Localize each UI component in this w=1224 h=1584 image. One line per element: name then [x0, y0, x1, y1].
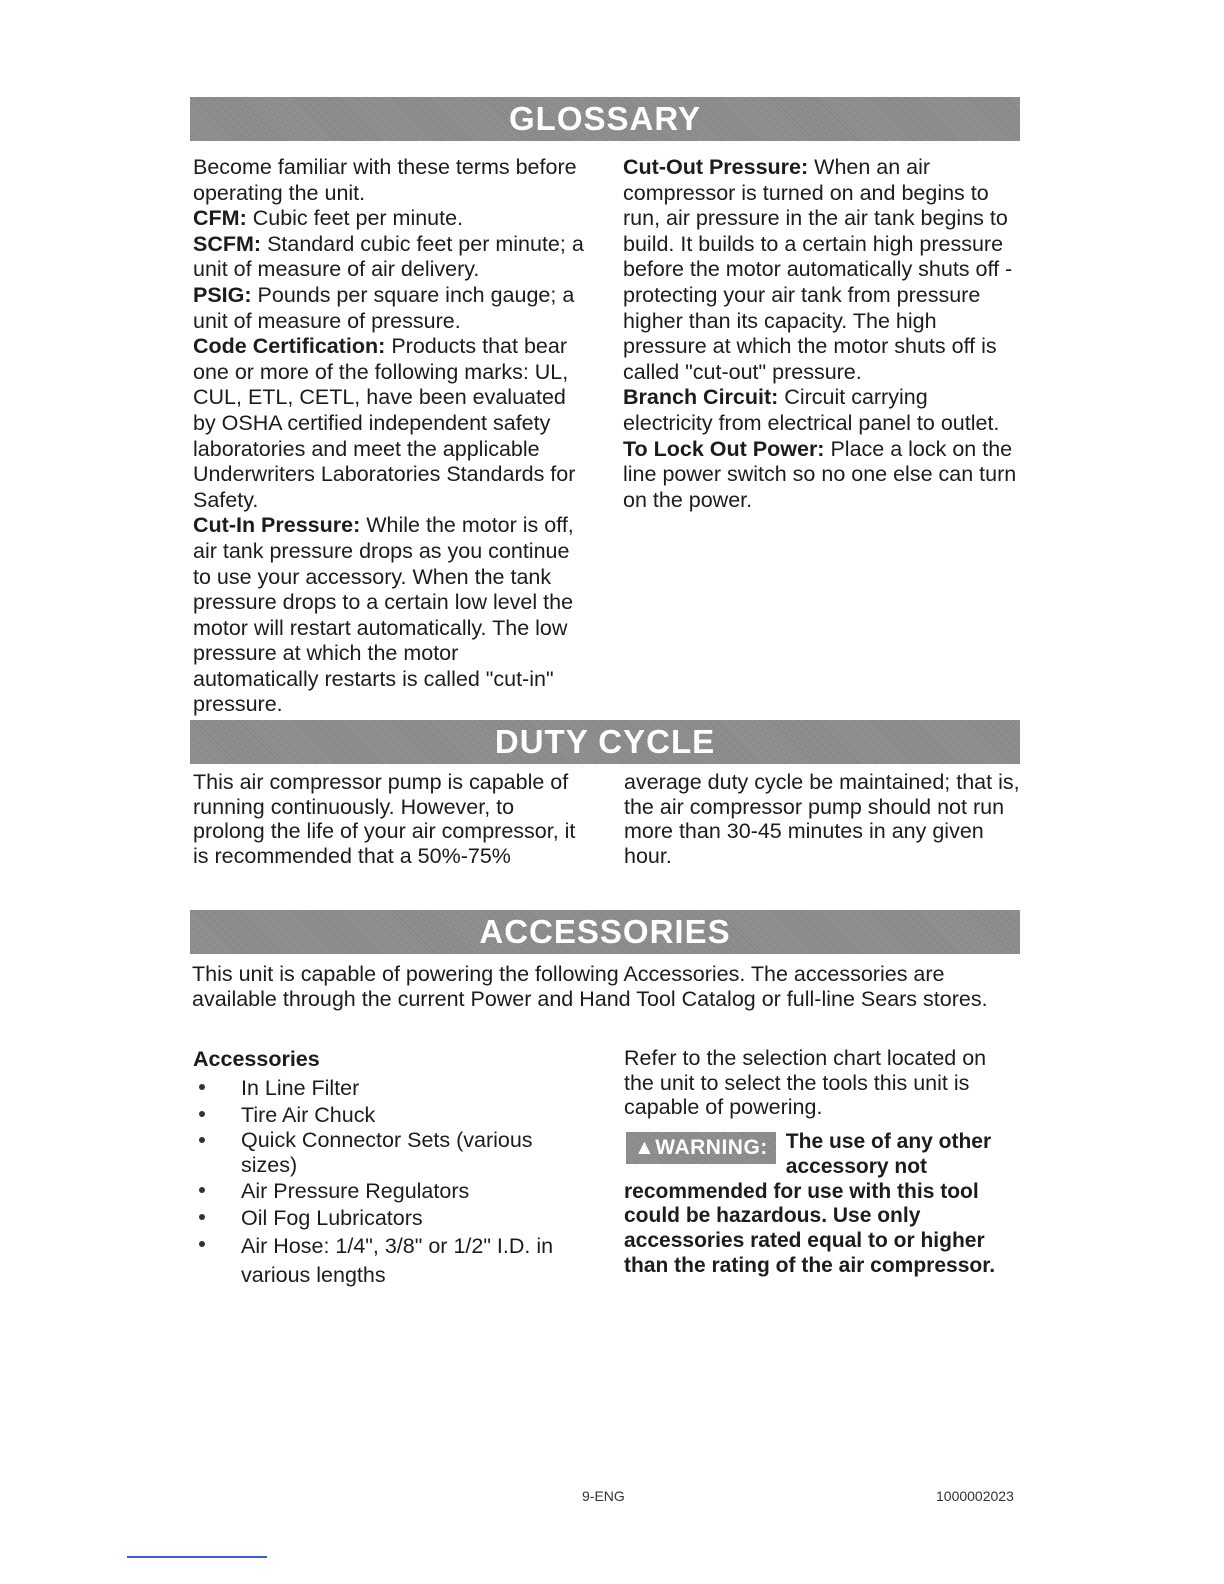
- bullet-icon: [199, 1214, 205, 1220]
- list-item: [193, 1128, 593, 1178]
- list-item: [193, 1178, 593, 1205]
- term-definition: Products that bear one or more of the following marks: UL, CUL, ETL, CETL, have been evaluated by OSHA certified independent safety laboratories and meet the applicable Underwriters Laboratories Standards for Safety.: [193, 334, 576, 512]
- bullet-icon: [199, 1241, 205, 1247]
- bullet-icon: [199, 1137, 205, 1143]
- term-definition: Place a lock on the line power switch so no one else can turn on the power.: [623, 436, 1017, 512]
- duty-cycle-text: [193, 770, 1021, 868]
- warning-triangle-icon: ▲: [634, 1136, 656, 1159]
- term-definition: Circuit carrying electricity from electrical panel to outlet.: [623, 385, 1000, 435]
- glossary-entry-branch-circuit: [623, 385, 1019, 436]
- duty-cycle-banner: [190, 720, 1020, 764]
- glossary-entry-cfm: [193, 206, 589, 232]
- term-definition: Cubic feet per minute.: [252, 206, 464, 231]
- term-label: To Lock Out Power:: [623, 436, 825, 461]
- list-item-label: In Line Filter: [241, 1075, 360, 1100]
- accessories-banner: [190, 910, 1020, 954]
- list-item: [193, 1102, 593, 1129]
- term-label: SCFM:: [193, 231, 262, 256]
- glossary-entry-lock-out-power: [623, 437, 1019, 514]
- bullet-icon: [199, 1187, 205, 1193]
- duty-cycle-title: DUTY CYCLE: [494, 723, 716, 760]
- term-definition: While the motor is off, air tank pressure drops as you continue to use your accessory. When the tank pressure drops to a certain low level the motor will restart automatically. The low pressure at which the motor automatically restarts is called "cut-in" pressure.: [193, 513, 574, 717]
- accessories-list-heading: Accessories: [193, 1047, 320, 1071]
- glossary-intro: Become familiar with these terms before operating the unit.: [193, 155, 577, 205]
- list-item-label: Air Pressure Regulators: [241, 1179, 470, 1204]
- list-item: [193, 1075, 593, 1102]
- bullet-icon: [199, 1111, 205, 1117]
- glossary-entry-cut-in-pressure: [193, 513, 589, 718]
- list-item-label: Oil Fog Lubricators: [241, 1206, 423, 1231]
- warning-block: [624, 1130, 1004, 1279]
- list-item: [193, 1205, 593, 1232]
- warning-text: The use of any other accessory not recommended for use with this tool could be hazardous. Use only accessories rated equal to or higher than the rating of the air compressor.: [624, 1130, 996, 1277]
- glossary-entry-code-certification: [193, 334, 589, 513]
- list-item-label: Quick Connector Sets (various sizes): [241, 1128, 533, 1178]
- term-label: CFM:: [193, 206, 247, 231]
- term-label: Cut-Out Pressure:: [623, 155, 809, 179]
- selection-chart-note: Refer to the selection chart located on the unit to select the tools this unit is capable of powering.: [624, 1046, 987, 1119]
- term-label: Code Certification:: [193, 334, 386, 359]
- glossary-title: GLOSSARY: [509, 100, 701, 137]
- page-number: 9-ENG: [582, 1488, 625, 1504]
- accessories-intro: This unit is capable of powering the following Accessories. The accessories are available through the current Power and Hand Tool Catalog or full-line Sears stores.: [192, 962, 988, 1011]
- link-underline-decoration: [127, 1556, 267, 1558]
- term-label: PSIG:: [193, 282, 252, 307]
- glossary-entry-cut-out-pressure: [623, 155, 1019, 385]
- duty-cycle-paragraph: This air compressor pump is capable of running continuously. However, to prolong the life of your air compressor, it is recommended that a 50%-75% average duty cycle be maintained; that is, the air compressor pump should not run more than 30-45 minutes in any given hour.: [193, 770, 1020, 868]
- list-item: [193, 1232, 593, 1290]
- accessories-list-column: [193, 1046, 593, 1290]
- accessories-list: [193, 1075, 593, 1290]
- document-number: 1000002023: [936, 1488, 1014, 1504]
- glossary-left-column: [193, 155, 589, 718]
- warning-label: WARNING:: [655, 1136, 768, 1159]
- warning-badge: [626, 1132, 776, 1164]
- term-definition: When an air compressor is turned on and begins to run, air pressure in the air tank begins to build. It builds to a certain high pressure before the motor automatically shuts off - protecting your air tank from pressure higher than its capacity. The high pressure at which the motor shuts off is called "cut-out" pressure.: [623, 155, 1013, 384]
- term-label: Branch Circuit:: [623, 385, 779, 410]
- bullet-icon: [199, 1084, 205, 1090]
- list-item-label: Air Hose: 1/4", 3/8" or 1/2" I.D. in various lengths: [241, 1233, 554, 1287]
- list-item-label: Tire Air Chuck: [241, 1102, 376, 1127]
- glossary-entry-scfm: [193, 232, 589, 283]
- glossary-right-column: [623, 155, 1019, 513]
- glossary-banner: [190, 97, 1020, 141]
- accessories-title: ACCESSORIES: [479, 913, 731, 950]
- term-definition: Pounds per square inch gauge; a unit of measure of pressure.: [193, 282, 575, 333]
- term-label: Cut-In Pressure:: [193, 513, 361, 538]
- glossary-entry-psig: [193, 283, 589, 334]
- term-definition: Standard cubic feet per minute; a unit of measure of air delivery.: [193, 231, 584, 282]
